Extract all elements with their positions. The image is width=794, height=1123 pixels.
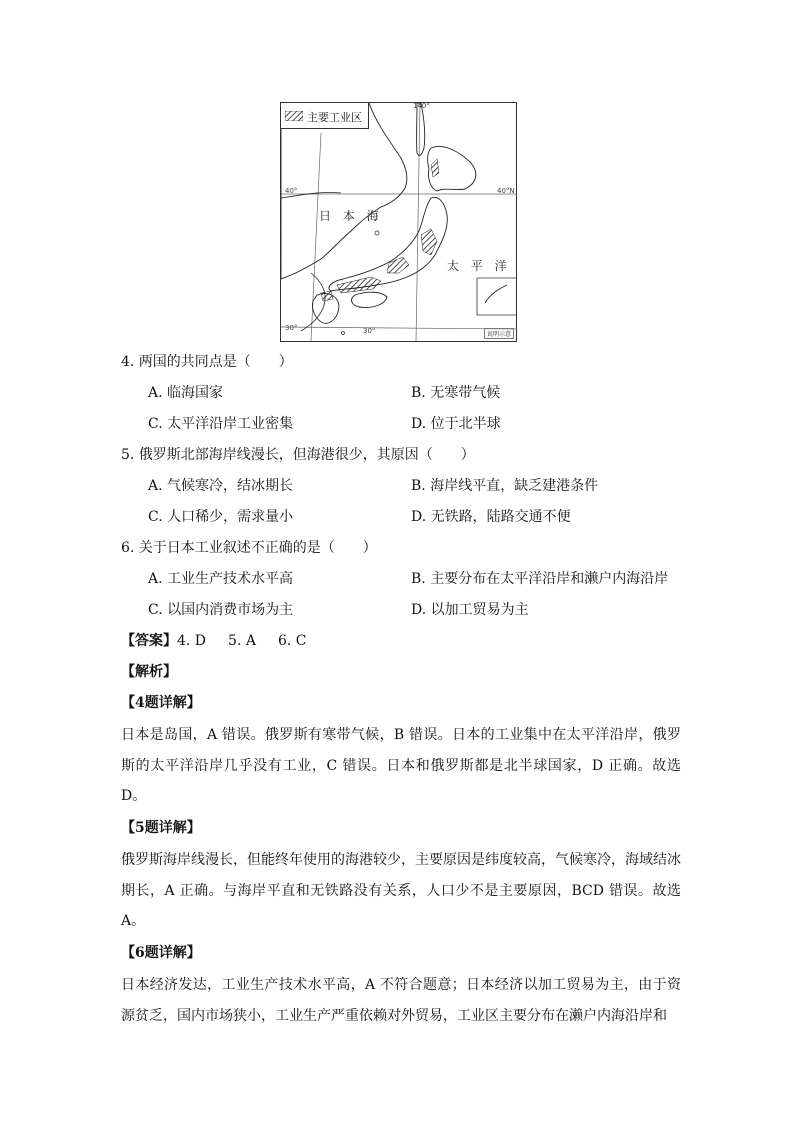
lat-30-label: 30°	[285, 324, 298, 332]
lon-left-line	[311, 133, 321, 341]
chukyo-industrial	[387, 257, 409, 273]
kitakyushu-industrial	[321, 291, 333, 301]
q6-option-a: A. 工业生产技术水平高	[148, 571, 294, 587]
legend-label: 主要工业区	[307, 111, 362, 124]
detail-5-heading: 【5题详解】	[121, 820, 201, 836]
asia-coast	[281, 103, 407, 279]
map-legend	[281, 103, 369, 129]
answer-6: 6. C	[277, 633, 307, 649]
hatch-swatch-icon	[285, 111, 303, 121]
lon-140-label: 140°	[413, 102, 430, 110]
hokkaido-industrial	[431, 159, 439, 177]
island	[375, 231, 379, 235]
shikoku	[352, 292, 387, 307]
answer-4: 4. D	[177, 633, 207, 649]
detail-4-text: 日本是岛国，A 错误。俄罗斯有寒带气候，B 错误。日本的工业集中在太平洋沿岸，俄罗斯的太平洋沿岸几乎没有工业，C 错误。日本和俄罗斯都是北半球国家，D 正确。故选 D。	[121, 727, 681, 805]
question-4-stem: 4. 两国的共同点是（ ）	[121, 354, 293, 370]
question-6-stem: 6. 关于日本工业叙述不正确的是（ ）	[121, 540, 377, 556]
inset-islands	[485, 285, 507, 303]
sakhalin	[417, 103, 425, 155]
q5-option-c: C. 人口稀少，需求量小	[148, 509, 294, 525]
setouchi-industrial	[337, 277, 381, 293]
answer-label: 【答案】	[121, 633, 177, 649]
q4-option-c: C. 太平洋沿岸工业密集	[148, 416, 294, 432]
japan-map-drawing	[281, 103, 516, 341]
q5-option-d: D. 无铁路，陆路交通不便	[411, 509, 571, 525]
inset-frame	[477, 278, 516, 315]
detail-5-text: 俄罗斯海岸线漫长，但能终年使用的海港较少，主要原因是纬度较高，气候寒冷，海域结冰期长，A 正确。与海岸平直和无铁路没有关系，人口少不是主要原因，BCD 错误。故选 A。	[121, 852, 681, 930]
lat-40-right-label: 40°N	[497, 187, 515, 195]
q6-option-d: D. 以加工贸易为主	[411, 602, 529, 618]
q4-option-b: B. 无寒带气候	[411, 385, 501, 401]
pacific-ocean-label: 太 平 洋	[447, 259, 511, 273]
island	[342, 332, 345, 335]
answer-line	[121, 631, 329, 651]
q6-option-b: B. 主要分布在太平洋沿岸和濑户内海沿岸	[411, 571, 669, 587]
q6-option-c: C. 以国内消费市场为主	[148, 602, 294, 618]
detail-4-heading: 【4题详解】	[121, 695, 201, 711]
lat-30-label-b: 30°	[363, 327, 376, 335]
answer-5: 5. A	[228, 633, 256, 649]
sea-of-japan-label: 日 本 海	[319, 209, 383, 223]
kanto-industrial	[421, 229, 437, 255]
japan-map-figure	[280, 102, 517, 342]
lat-40-left-label: 40°	[285, 187, 298, 195]
question-5-stem: 5. 俄罗斯北部海岸线漫长，但海港很少，其原因（ ）	[121, 447, 475, 463]
q4-option-a: A. 临海国家	[148, 385, 224, 401]
analysis-label: 【解析】	[121, 664, 177, 680]
map-credit: 说明示意	[484, 328, 514, 339]
lat-30-line	[281, 327, 516, 329]
q5-option-b: B. 海岸线平直，缺乏建港条件	[411, 478, 599, 494]
detail-6-heading: 【6题详解】	[121, 945, 201, 961]
q4-option-d: D. 位于北半球	[411, 416, 501, 432]
q5-option-a: A. 气候寒冷，结冰期长	[148, 478, 294, 494]
detail-6-text: 日本经济发达，工业生产技术水平高，A 不符合题意；日本经济以加工贸易为主，由于资源贫乏，国内市场狭小，工业生产严重依赖对外贸易，工业区主要分布在濑户内海沿岸和	[121, 977, 681, 1024]
